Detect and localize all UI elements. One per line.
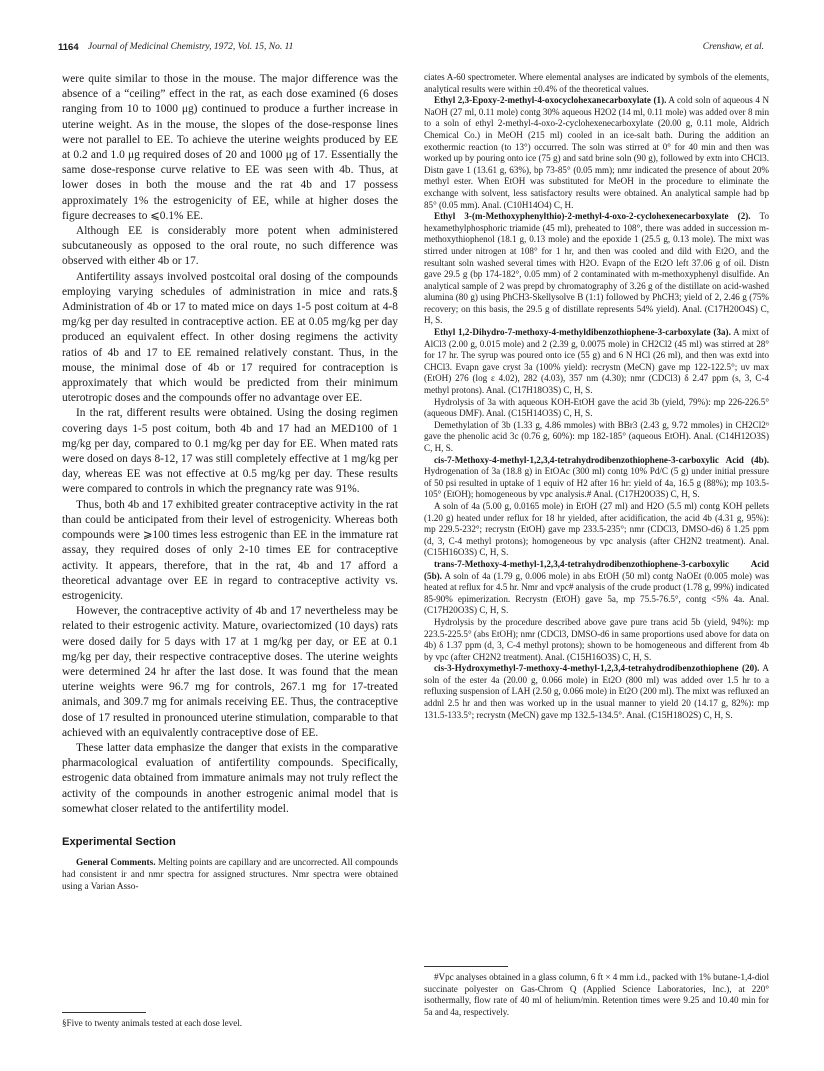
compound-procedure-2: [424, 211, 769, 327]
compound-text: A cold soln of aqueous 4 N NaOH (27 ml, 0.11 mole) contg 30% aqueous H2O2 (14 ml, 0.11 mole) was added over 8 min to a soln of ethyl 2-methyl-4-oxo-2-cyclohexenecarboxylate (20.00 g, 0.11 mole, Aldrich Chemical Co.) in MeOH (215 ml) cooled in an ice-salt bath. During the addition an exothermic reaction (to 13°) occurred. The soln was stirred at 0° for 40 min and then was worked up by pouring onto ice (75 g) and satd brine soln (90 g), followed by extn into CHCl3. Distn gave 1 (13.61 g, 63%), bp 73-85° (0.05 mm); nmr indicated the presence of about 20% methyl ester. When EtOH was substituted for MeOH in the procedure to eliminate the exchange with solvent, less satisfactory results were obtained. An analytical sample had bp 85° (0.05 mm). Anal. (C10H14O4) C, H.: [424, 95, 770, 210]
compound-text: A soln of 4a (5.00 g, 0.0165 mole) in EtOH (27 ml) and H2O (5.5 ml) contg KOH pellets (1.20 g) heated under reflux for 18 hr yielded, after acidification, the acid 4b (4.31 g, 95%): mp 229.5-232°; recrystn (EtOH) gave mp 233.5-235°; nmr (CDCl3, DMSO-d6) δ 1.25 ppm (d, 3, C-4 methyl protons); homogeneous by vpc analysis (after CH2N2 treatment). Anal. (C15H16O3S) C, H, S.: [424, 500, 769, 558]
body-paragraph: Thus, both 4b and 17 exhibited greater contraceptive activity in the rat than could be anticipated from their level of estrogenicity. Whereas both compounds were ⩾100 times less estrogenic than EE in the immature rat assay, they required doses of only 2-10 times EE for contraceptive activity. It appears, therefore, that in the rat, 4b and 17 afford a theoretical advantage over EE in regard to contraceptive activity vs. estrogenicity.: [62, 498, 398, 602]
footnote-text: §Five to twenty animals tested at each dose level.: [62, 1018, 243, 1028]
body-paragraph: In the rat, different results were obtained. Using the dosing regimen covering days 1-5 post coitum, both 4b and 17 had an MED100 of 1 mg/kg per day, compared to 0.1 mg/kg per day for EE. When mated rats were dosed on days 8-12, 17 was still completely effective at 1 mg/kg per day, whereas EE was not effective at 0.5 mg/kg per day. These results were compared to controls in which the pregnancy rate was 91%.: [62, 407, 398, 496]
compound-text: To hexamethylphosphoric triamide (45 ml), preheated to 108°, there was added in succession m-methoxythiophenol (18.1 g, 0.13 mole) and the epoxide 1 (25.5 g, 0.13 mole). The mixt was stirred under nitrogen at 108° for 1 hr, and then was cooled and dild with Et2O, and the resultant soln washed several times with H2O. Evapn of the Et2O left 37.06 g of oil. Distn gave 29.5 g (bp 174-182°, 0.05 mm) of 2 contaminated with m-methoxyphenyl disulfide. An analytical sample of 2 was prepd by chromatography of 3.26 g of the distillate on acid-washed alumina (80 g) using PhCH3-Skellysolve B (1:1) followed by PhCH3; yield of 2, 2.46 g (75% recovery; on this basis, the 29.5 g of distillate represents 54% yield). Anal. (C17H20O4S) C, H, S.: [424, 211, 770, 326]
compound-text: Hydrogenation of 3a (18.8 g) in EtOAc (300 ml) contg 10% Pd/C (5 g) under initial pressure of 50 psi resulted in uptake of 1 equiv of H2 after 16 hr: yield of 4a, 16.5 g (88%); mp 103.5-105° (EtOH); homogeneous by vpc analysis.# Anal. (C17H20O3S) C, H, S.: [424, 466, 769, 500]
compound-text: Hydrolysis by the procedure described above gave pure trans acid 5b (yield, 94%): mp 223.5-225.5° (abs EtOH); nmr (CDCl3, DMSO-d6 in same proportions used above for data on 4b) δ 1.37 ppm (d, 3, C-4 methyl protons); shown to be homogeneous and different from 4b by vpc (after CH2N2 treatment). Anal. (C15H16O3S) C, H, S.: [424, 616, 769, 662]
running-header: [58, 42, 764, 58]
running-authors: Crenshaw, et al.: [702, 42, 764, 52]
right-column: [424, 72, 769, 721]
footnote-rule: [424, 966, 508, 967]
compound-procedure-3a: [424, 327, 769, 397]
compound-text: A soln of the ester 4a (20.00 g, 0.066 mole) in Et2O (800 ml) was added over 1.5 hr to a refluxing suspension of LAH (2.50 g, 0.066 mole) in Et2O (200 ml). The mixt was refluxed an addnl 2.5 hr and then was worked up in the usual manner to yield 20 (14.17 g, 82%): mp 131.5-133.5°; recrystn (MeCN) gave mp 132.5-134.5°. Anal. (C15H18O2S) C, H, S.: [424, 663, 769, 720]
left-column: [62, 72, 398, 894]
footnote-right: [424, 966, 769, 1018]
body-paragraph: Antifertility assays involved postcoital oral dosing of the compounds employing varying schedules of administration in mice and rats.§ Administration of 4b or 17 to mated mice on days 1-5 post coitum at 4-8 mg/kg per day resulted in contraceptive action. EE at 0.05 mg/kg per day produced an equivalent effect. In other dosing regimens the activity ratios of 4b and 17 to EE remained relatively constant. Thus, in the mouse, the minimal dose of 4b or 17 required for contraception is approximately that which would be predicted from their minimum uterotropic doses and the compounds offer no advantage over EE.: [62, 270, 398, 405]
compound-text: Demethylation of 3b (1.33 g, 4.86 mmoles) with BBr3 (2.43 g, 9.72 mmoles) in CH2Cl2⁶ gave the phenolic acid 3c (0.76 g, 60%): mp 182-185° (aqueous EtOH). Anal. (C14H12O3S) C, H, S.: [424, 419, 769, 453]
general-comments: [62, 858, 398, 893]
compound-title: trans-7-Methoxy-4-methyl-1,2,3,4-tetrahydrodibenzothiophene-3-carboxylic Acid (5b).: [424, 558, 769, 581]
general-comments-text: Melting points are capillary and are uncorrected. All compounds had consistent ir and nmr spectra for assigned structures. Nmr spectra were obtained using a Varian Asso-: [62, 858, 398, 892]
compound-procedure-5b: [424, 617, 769, 663]
compound-title: Ethyl 3-(m-Methoxyphenylthio)-2-methyl-4-oxo-2-cyclohexenecarboxylate (2).: [434, 211, 751, 222]
body-paragraph: were quite similar to those in the mouse. The major difference was the absence of a “ceiling” effect in the rat, as each dose examined (6 doses ranging from 10 to 1000 μg) continued to produce a further increase in uterine weight. As in the mouse, the slopes of the dose-response lines were not parallel to EE. To achieve the uterine weights produced by EE at 0.2 and 1.0 μg required doses of 20 and 1000 μg of 17. Essentially the same dose-response curve relative to EE was seen with 4b. Thus, at lower doses in both the mouse and the rat 4b and 17 possess approximately 1% the estrogenicity of EE, while at higher doses the figure decreases to ⩽0.1% EE.: [62, 73, 398, 222]
compound-procedure-1: [424, 95, 769, 211]
compound-procedure-3b: [424, 397, 769, 420]
page-number: 1164: [58, 42, 79, 53]
compound-procedure-20: [424, 663, 769, 721]
footnote-text: #Vpc analyses obtained in a glass column, 6 ft × 4 mm i.d., packed with 1% butane-1,4-diol succinate polyester on Gas-Chrom Q (Applied Science Laboratories, Inc.), at 220° isothermally, flow rate of 40 ml of helium/min. Retention times were 9.25 and 10.40 min for 5a and 4a, respectively.: [424, 972, 769, 1017]
experimental-intro: ciates A-60 spectrometer. Where elemental analyses are indicated by symbols of the elements, analytical results were within ±0.4% of the theoretical values.: [424, 72, 769, 94]
compound-procedure-3c: [424, 420, 769, 455]
compound-procedure-4a: [424, 455, 769, 501]
body-paragraph: Although EE is considerably more potent when administered subcutaneously as opposed to the oral route, no such difference was observed with either 4b or 17.: [62, 225, 398, 268]
section-heading: Experimental Section: [62, 835, 176, 848]
compound-text: A soln of 4a (1.79 g, 0.006 mole) in abs EtOH (50 ml) contg NaOEt (0.005 mole) was heated at reflux for 4.5 hr. Nmr and vpc# analysis of the crude product (1.78 g, 99%) indicated 85-90% epimerization. Recrystn (EtOH) gave 5a, mp 75.5-76.5°, contg <5% 4a. Anal. (C17H20O3S) C, H, S.: [424, 570, 769, 616]
compound-text: Hydrolysis of 3a with aqueous KOH-EtOH gave the acid 3b (yield, 79%): mp 226-226.5° (aqueous DMF). Anal. (C15H14O3S) C, H, S.: [424, 396, 769, 419]
compound-text: A mixt of AlCl3 (2.00 g, 0.015 mole) and 2 (2.39 g, 0.0075 mole) in CH2Cl2 (45 ml) was stirred at 28° for 17 hr. The syrup was poured onto ice (55 g) and 6 N HCl (26 ml), and then was extd into CHCl3. Evapn gave cryst 3a (100% yield): recrystn (MeCN) gave mp 122-122.5°; uv max (EtOH) 276 (log ε 4.02), 282 (4.03), 357 nm (4.30); nmr (CDCl3) δ 2.47 ppm (s, 3, C-4 methyl protons). Anal. (C17H18O3S) C, H, S.: [424, 327, 769, 396]
footnote-left: [62, 1012, 398, 1030]
compound-title: cis-3-Hydroxymethyl-7-methoxy-4-methyl-1,2,3,4-tetrahydrodibenzothiophene (20).: [434, 663, 760, 674]
general-comments-lead: General Comments.: [76, 858, 156, 869]
body-paragraph: These latter data emphasize the danger that exists in the comparative pharmacological evaluation of antifertility compounds. Specifically, estrogenic data obtained from immature animals may not truly reflect the activity of the compounds in another estrogenic animal model that is somewhat closer related to the antifertility model.: [62, 741, 398, 815]
compound-title: cis-7-Methoxy-4-methyl-1,2,3,4-tetrahydrodibenzothiophene-3-carboxylic Acid (4b).: [434, 454, 769, 465]
journal-citation: Journal of Medicinal Chemistry, 1972, Vol. 15, No. 11: [88, 42, 294, 52]
body-paragraph: However, the contraceptive activity of 4b and 17 nevertheless may be related to their estrogenic activity. Mature, ovariectomized (10 days) rats were dosed daily for 5 days with 17 at 1 mg/kg per day, or EE at 0.1 mg/kg per day, their respective contraceptive doses. The uterine weights were determined 24 hr after the last dose. It was found that the mean uterine weights were 96.7 mg for controls, 267.1 mg for 17-treated animals, and 309.7 mg for animals receiving EE. Thus, the contraceptive dose of 17 resulted in pronounced uterine stimulation, comparable to that achieved with an equivalently contraceptive dose of EE.: [62, 605, 398, 739]
compound-title: Ethyl 2,3-Epoxy-2-methyl-4-oxocyclohexanecarboxylate (1).: [434, 95, 667, 106]
footnote-rule: [62, 1012, 146, 1013]
compound-procedure-5a: [424, 559, 769, 617]
compound-title: Ethyl 1,2-Dihydro-7-methoxy-4-methyldibenzothiophene-3-carboxylate (3a).: [434, 327, 731, 338]
compound-procedure-4b: [424, 501, 769, 559]
